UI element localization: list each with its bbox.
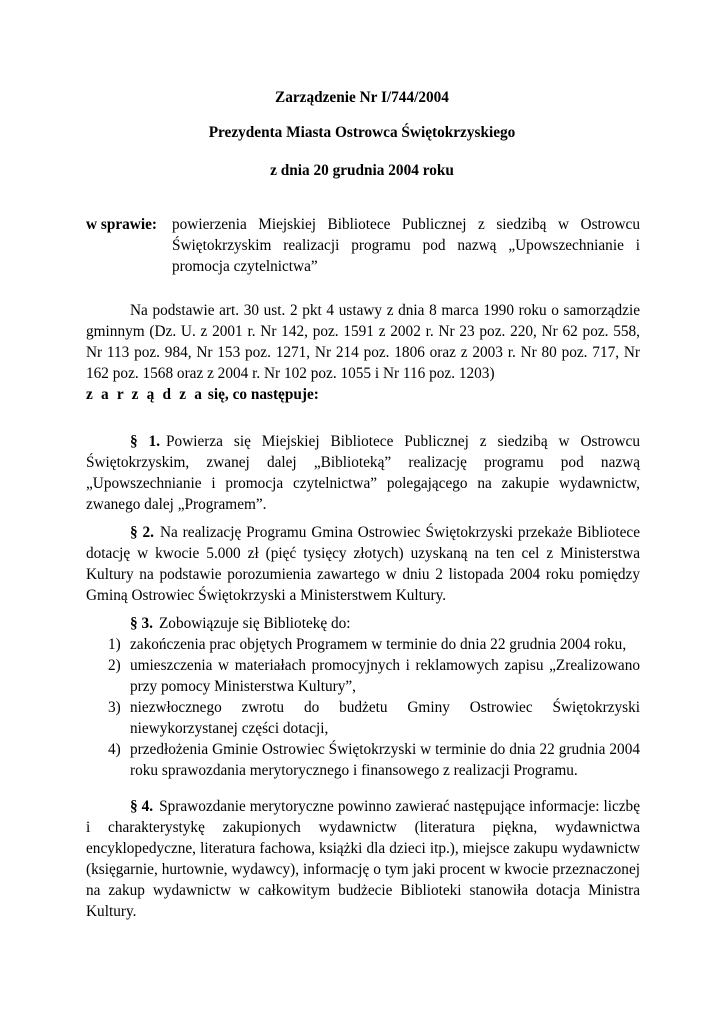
- list-item-text: umieszczenia w materiałach promocyjnych i reklamowych zapisu „Zrealizowano przy pomocy Ministerstwa Kultury”,: [130, 657, 640, 695]
- paragraph-mark: § 3.: [130, 615, 153, 632]
- paragraph-text: Na realizację Programu Gmina Ostrowiec Świętokrzyski przekaże Bibliotece dotację w kwocie 5.000 zł (pięć tysięcy złotych) uzyskaną na ten cel z Ministerstwa Kultury na podstawie porozumienia zawartego w dniu 2 listopada 2004 roku pomiędzy Gminą Ostrowiec Świętokrzyski a Ministerstwem Kultury.: [86, 524, 640, 604]
- document-title: Zarządzenie Nr I/744/2004: [275, 89, 449, 106]
- list-item: [86, 634, 640, 655]
- decree-rest: się, co następuje:: [204, 386, 319, 403]
- list-item-number: 1): [108, 636, 121, 653]
- list-item: [86, 739, 640, 781]
- list-item-number: 3): [108, 699, 121, 716]
- document-date: z dnia 20 grudnia 2004 roku: [270, 162, 454, 179]
- legal-basis-text: Na podstawie art. 30 ust. 2 pkt 4 ustawy z dnia 8 marca 1990 roku o samorządzie gminnym (Dz. U. z 2001 r. Nr 142, poz. 1591 z 2002 r. Nr 23 poz. 220, Nr 62 poz. 558, Nr 113 poz. 984, Nr 153 poz. 1271, Nr 214 poz. 1806 oraz z 2003 r. Nr 80 poz. 717, Nr 162 poz. 1568 oraz z 2004 r. Nr 102 poz. 1055 i Nr 116 poz. 1203): [86, 302, 640, 382]
- paragraph-1: [86, 431, 640, 515]
- legal-basis: [86, 300, 640, 405]
- subject-section: [86, 214, 640, 277]
- document-issuer: Prezydenta Miasta Ostrowca Świętokrzyskiego: [208, 124, 516, 141]
- paragraph-2: [86, 522, 640, 606]
- paragraph-mark: § 2.: [130, 524, 154, 541]
- list-item: [86, 655, 640, 697]
- list-item-number: 2): [108, 657, 121, 674]
- obligations-list: [86, 634, 640, 781]
- list-item-number: 4): [108, 741, 121, 758]
- subject-text: powierzenia Miejskiej Bibliotece Publicznej z siedzibą w Ostrowcu Świętokrzyskim realizacji programu pod nazwą „Upowszechnianie i promocja czytelnictwa”: [172, 216, 640, 275]
- paragraph-4: [86, 796, 640, 922]
- paragraph-text: Powierza się Miejskiej Bibliotece Publicznej z siedzibą w Ostrowcu Świętokrzyskim, zwanej dalej „Biblioteką” realizację programu pod nazwą „Upowszechnianie i promocja czytelnictwa” polegającego na zakupie wydawnictw, zwanego dalej „Programem”.: [86, 433, 640, 513]
- list-item-text: niezwłocznego zwrotu do budżetu Gminy Ostrowiec Świętokrzyski niewykorzystanej części dotacji,: [130, 699, 640, 737]
- subject-label: w sprawie:: [86, 216, 157, 233]
- paragraph-text: Sprawozdanie merytoryczne powinno zawierać następujące informacje: liczbę i charakterystykę zakupionych wydawnictw (literatura piękna, wydawnictwa encyklopedyczne, literatura fachowa, książki dla dzieci itp.), miejsce zakupu wydawnictw (księgarnie, hurtownie, wydawcy), informację o tym jaki procent w kwocie przeznaczonej na zakup wydawnictw w całkowitym budżecie Biblioteki stanowiła dotacja Ministra Kultury.: [86, 798, 640, 920]
- paragraph-mark: § 1.: [130, 433, 161, 450]
- paragraph-text: Zobowiązuje się Bibliotekę do:: [158, 615, 351, 632]
- decree-line: [86, 384, 640, 405]
- decree-word: z a r z ą d z a: [86, 386, 205, 403]
- list-item: [86, 697, 640, 739]
- paragraph-3: [86, 613, 640, 781]
- list-item-text: przedłożenia Gminie Ostrowiec Świętokrzyski w terminie do dnia 22 grudnia 2004 roku sprawozdania merytorycznego i finansowego z realizacji Programu.: [130, 741, 640, 779]
- list-item-text: zakończenia prac objętych Programem w terminie do dnia 22 grudnia 2004 roku,: [130, 636, 627, 653]
- paragraph-mark: § 4.: [130, 798, 154, 815]
